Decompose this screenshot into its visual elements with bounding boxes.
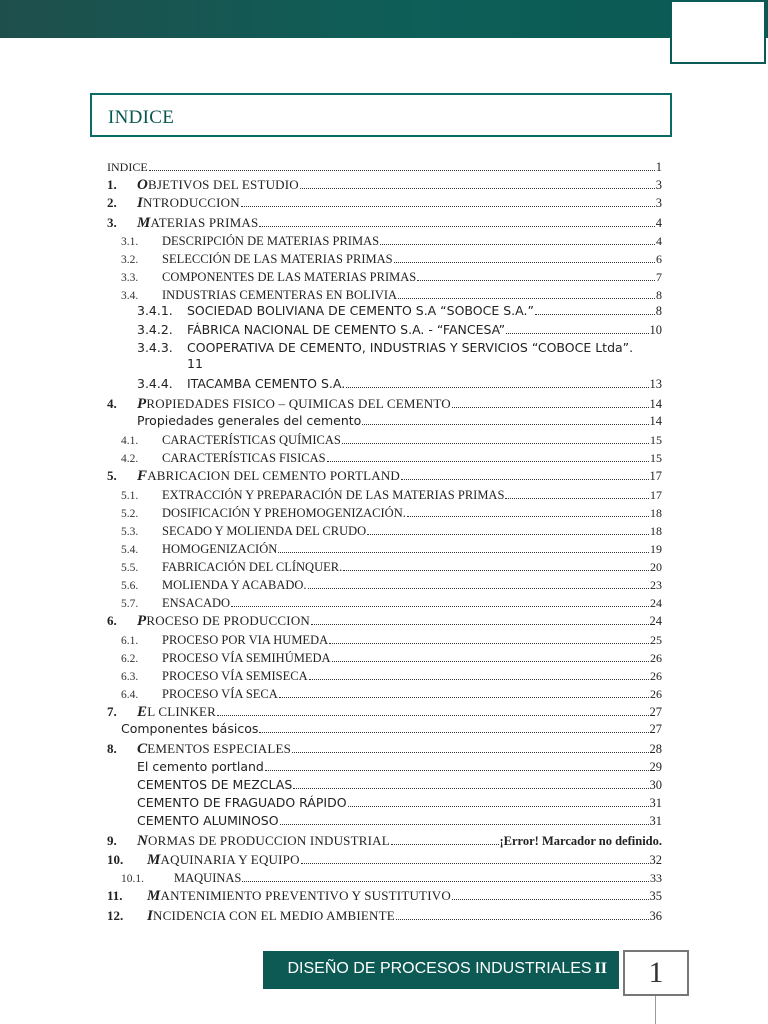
toc-row <box>137 340 662 356</box>
toc-number: 3.4. <box>121 290 139 302</box>
toc-leader-dots <box>505 487 649 499</box>
toc-number: 3.3. <box>121 272 139 284</box>
toc-row <box>107 852 662 868</box>
toc-page-number: 4 <box>656 234 662 248</box>
toc-page-number: 31 <box>649 814 662 828</box>
toc-entry-text: MAQUINAS <box>174 871 242 885</box>
toc-row <box>121 487 662 504</box>
toc-number: 9. <box>107 833 117 848</box>
toc-number: 3.4.2. <box>137 322 173 337</box>
toc-page-number: 32 <box>649 853 662 867</box>
toc-page-number: 36 <box>649 909 662 923</box>
index-title-box <box>90 93 672 137</box>
toc-entry-text: ATERIAS PRIMAS <box>150 215 259 230</box>
toc-leader-dots <box>346 376 648 388</box>
toc-row <box>107 833 662 849</box>
toc-entry-text: CEMENTO ALUMINOSO <box>137 813 279 828</box>
toc-row <box>107 908 662 924</box>
toc-row <box>137 813 662 829</box>
toc-entry-text: PROCESO VÍA SEMIHÚMEDA <box>162 651 331 665</box>
toc-entry-text: ITACAMBA CEMENTO S.A. <box>187 376 346 391</box>
toc-page-number: 10 <box>649 323 662 337</box>
toc-number: 5.2. <box>121 508 139 520</box>
toc-page-number: 11 <box>187 356 203 371</box>
toc-number: 4.2. <box>121 453 139 465</box>
toc-row <box>137 413 662 429</box>
toc-entry-title <box>187 376 345 392</box>
toc-page-number: 13 <box>649 377 662 391</box>
toc-leader-dots <box>301 852 649 864</box>
page-divider-line <box>655 996 656 1024</box>
toc-entry-text: EMENTOS ESPECIALES <box>147 741 292 756</box>
toc-number: 3. <box>107 215 117 230</box>
toc-page-number: 17 <box>649 469 662 483</box>
toc-row <box>121 870 662 887</box>
footer-roman: II <box>594 960 607 977</box>
toc-page-number: 8 <box>655 304 662 318</box>
toc-row <box>137 795 662 811</box>
toc-entry-title <box>137 704 216 720</box>
toc-entry-text: SOCIEDAD BOLIVIANA DE CEMENTO S.A “SOBOCE S.A.” <box>187 303 534 318</box>
toc-page-number: 14 <box>649 414 662 428</box>
toc-number: 6. <box>107 613 117 628</box>
toc-page-number: 17 <box>650 488 662 502</box>
toc-page-number: 25 <box>650 633 662 647</box>
toc-row <box>121 650 662 667</box>
toc-entry-title <box>137 177 299 193</box>
toc-leader-dots <box>452 888 649 900</box>
toc-number: 5.5. <box>121 562 139 574</box>
toc-entry-title <box>137 613 310 629</box>
toc-page-number: 7 <box>656 270 662 284</box>
toc-number: 3.1. <box>121 236 139 248</box>
toc-entry-text: PROCESO VÍA SEMISECA <box>162 669 308 683</box>
toc-number: 11. <box>107 888 123 903</box>
toc-drop-cap: I <box>137 195 144 211</box>
toc-entry-title <box>162 269 416 285</box>
toc-row <box>121 577 662 594</box>
toc-leader-dots <box>265 759 649 771</box>
toc-number: 5. <box>107 468 117 483</box>
toc-drop-cap: N <box>137 833 149 849</box>
toc-entry-text: EXTRACCIÓN Y PREPARACIÓN DE LAS MATERIAS PRIMAS <box>162 488 505 502</box>
toc-leader-dots <box>259 215 654 227</box>
toc-row <box>121 686 662 703</box>
toc-row <box>107 396 662 412</box>
toc-page-number: 15 <box>650 451 662 465</box>
toc-page-number: 24 <box>650 596 662 610</box>
toc-number: 6.3. <box>121 671 139 683</box>
toc-number: 5.1. <box>121 490 139 502</box>
toc-page-number: 14 <box>649 397 662 411</box>
toc-entry-text: SECADO Y MOLIENDA DEL CRUDO <box>162 524 367 538</box>
toc-drop-cap: M <box>147 888 161 904</box>
toc-row <box>121 505 662 522</box>
toc-entry-text: NTRODUCCION <box>143 195 240 210</box>
toc-row <box>121 559 662 576</box>
toc-entry-title <box>187 340 633 356</box>
toc-drop-cap: P <box>137 396 147 412</box>
toc-page-number: 29 <box>649 760 662 774</box>
toc-entry-title <box>137 741 291 757</box>
toc-entry-title <box>137 795 347 811</box>
toc-number: 10.1. <box>121 873 144 885</box>
toc-entry-title <box>107 159 148 175</box>
toc-page-number: 27 <box>649 722 662 736</box>
toc-entry-title <box>162 686 278 702</box>
toc-entry-text: SELECCIÓN DE LAS MATERIAS PRIMAS <box>162 252 393 266</box>
toc-leader-dots <box>407 505 649 517</box>
toc-drop-cap: M <box>137 215 151 231</box>
toc-row <box>121 721 662 737</box>
toc-page-number: 6 <box>656 252 662 266</box>
toc-number: 6.2. <box>121 653 139 665</box>
toc-leader-dots <box>280 813 649 825</box>
footer-title-text: DISEÑO DE PROCESOS INDUSTRIALES <box>287 960 592 977</box>
toc-row <box>121 595 662 612</box>
toc-drop-cap: E <box>137 704 148 720</box>
toc-entry-title <box>174 870 241 886</box>
toc-entry-text: CEMENTO DE FRAGUADO RÁPIDO <box>137 795 347 810</box>
toc-page-number: 18 <box>650 524 662 538</box>
toc-row <box>107 888 662 904</box>
toc-entry-title <box>137 396 451 412</box>
toc-page-number: ¡Error! Marcador no definido. <box>499 834 662 848</box>
toc-entry-title <box>137 759 264 775</box>
toc-number: 5.7. <box>121 598 139 610</box>
toc-leader-dots <box>401 468 649 480</box>
toc-page-number: 19 <box>650 542 662 556</box>
toc-leader-dots <box>309 668 649 680</box>
toc-leader-dots <box>259 721 648 733</box>
top-banner <box>0 0 768 38</box>
toc-row <box>107 704 662 720</box>
toc-number: 4. <box>107 396 117 411</box>
toc-number: 3.4.3. <box>137 340 173 355</box>
toc-row <box>121 251 662 268</box>
toc-page-number: 3 <box>655 196 662 210</box>
toc-entry-title <box>162 577 307 593</box>
toc-entry-title <box>162 487 504 503</box>
toc-leader-dots <box>535 303 655 315</box>
toc-entry-title <box>162 251 393 267</box>
toc-entry-text: CARACTERÍSTICAS QUÍMICAS <box>162 433 341 447</box>
toc-entry-title <box>162 632 328 648</box>
toc-row <box>121 233 662 250</box>
toc-row <box>137 322 662 338</box>
page-title: INDICE <box>108 107 175 128</box>
toc-entry-title <box>162 595 230 611</box>
toc-row <box>121 668 662 685</box>
toc-row <box>107 741 662 757</box>
toc-drop-cap: F <box>137 468 148 484</box>
toc-leader-dots <box>231 595 649 607</box>
toc-drop-cap: O <box>137 177 149 193</box>
toc-entry-text: CARACTERÍSTICAS FISICAS <box>162 451 326 465</box>
toc-page-number: 24 <box>649 614 662 628</box>
page-number: 1 <box>648 956 664 989</box>
toc-entry-text: PROCESO VÍA SECA <box>162 687 278 701</box>
toc-leader-dots <box>342 432 649 444</box>
toc-entry-text: Componentes básicos <box>121 721 259 736</box>
toc-entry-text: HOMOGENIZACIÓN <box>162 542 278 556</box>
toc-entry-title <box>137 413 361 429</box>
toc-entry-title <box>162 650 331 666</box>
toc-entry-title <box>162 559 342 575</box>
toc-leader-dots <box>362 413 648 425</box>
toc-number: 3.4.4. <box>137 376 173 391</box>
toc-leader-dots <box>241 195 655 207</box>
toc-entry-title <box>137 468 400 484</box>
toc-leader-dots <box>380 233 655 245</box>
toc-row <box>107 613 662 629</box>
toc-number: 2. <box>107 195 117 210</box>
toc-entry-title <box>121 721 258 737</box>
toc-entry-text: Propiedades generales del cemento <box>137 413 362 428</box>
toc-leader-dots <box>292 741 648 753</box>
toc-leader-dots <box>396 908 649 920</box>
toc-entry-text: ORMAS DE PRODUCCION INDUSTRIAL <box>148 833 390 848</box>
toc-number: 6.1. <box>121 635 139 647</box>
toc-row <box>137 759 662 775</box>
toc-row <box>121 450 662 467</box>
toc-drop-cap: C <box>137 741 148 757</box>
toc-leader-dots <box>242 870 649 882</box>
toc-leader-dots <box>348 795 649 807</box>
toc-number: 1. <box>107 177 117 192</box>
toc-number: 6.4. <box>121 689 139 701</box>
toc-entry-text: L CLINKER <box>147 704 217 719</box>
toc-page-number: 20 <box>650 560 662 574</box>
toc-number: 10. <box>107 852 124 867</box>
toc-entry-text: INDUSTRIAS CEMENTERAS EN BOLIVIA <box>162 288 398 302</box>
toc-page-number: 33 <box>650 871 662 885</box>
toc-drop-cap: I <box>147 908 154 924</box>
toc-page-number: 1 <box>655 160 662 174</box>
toc-entry-title <box>137 833 390 849</box>
toc-entry-text: FÁBRICA NACIONAL DE CEMENTO S.A. - “FANCESA” <box>187 322 506 337</box>
toc-page-number: 3 <box>655 178 662 192</box>
toc-entry-text: ROCESO DE PRODUCCION <box>146 613 311 628</box>
toc-entry-text: MOLIENDA Y ACABADO. <box>162 578 307 592</box>
toc-entry-title <box>162 523 366 539</box>
toc-number: 5.6. <box>121 580 139 592</box>
toc-entry-title <box>187 322 505 338</box>
toc-page-number: 18 <box>650 506 662 520</box>
toc-leader-dots <box>293 777 648 789</box>
toc-entry-text: PROCESO POR VIA HUMEDA <box>162 633 329 647</box>
toc-row <box>121 269 662 286</box>
toc-entry-title <box>137 777 292 793</box>
toc-number: 8. <box>107 741 117 756</box>
toc-entry-text: DESCRIPCIÓN DE MATERIAS PRIMAS <box>162 234 380 248</box>
toc-entry-title <box>162 450 326 466</box>
toc-page-number: 31 <box>649 796 662 810</box>
toc-leader-dots <box>332 650 649 662</box>
toc-entry-text: COOPERATIVA DE CEMENTO, INDUSTRIAS Y SERVICIOS “COBOCE Ltda”. <box>187 340 634 355</box>
toc-leader-dots <box>311 613 648 625</box>
toc-leader-dots <box>391 833 499 845</box>
toc-page-number: 4 <box>655 216 662 230</box>
toc-number: 5.4. <box>121 544 139 556</box>
toc-page-number: 15 <box>650 433 662 447</box>
toc-leader-dots <box>367 523 649 535</box>
toc-entry-title <box>187 303 534 319</box>
toc-entry-text: FABRICACIÓN DEL CLÍNQUER. <box>162 560 343 574</box>
toc-drop-cap: M <box>147 852 161 868</box>
toc-row <box>107 468 662 484</box>
toc-entry-text: ENSACADO <box>162 596 231 610</box>
toc-page-number: 27 <box>649 705 662 719</box>
toc-page-number: 26 <box>650 687 662 701</box>
toc-number: 12. <box>107 908 124 923</box>
toc-page-number: 26 <box>650 651 662 665</box>
toc-entry-text: ABRICACION DEL CEMENTO PORTLAND <box>147 468 400 483</box>
toc-entry-title <box>147 888 451 904</box>
toc-entry-title <box>162 432 341 448</box>
toc-entry-text: El cemento portland <box>137 759 264 774</box>
toc-number: 3.4.1. <box>137 303 173 318</box>
toc-leader-dots <box>394 251 655 263</box>
toc-row <box>137 777 662 793</box>
toc-row <box>121 432 662 449</box>
footer-title <box>287 960 607 978</box>
toc-leader-dots <box>279 686 649 698</box>
toc-leader-dots <box>308 577 649 589</box>
page-number-box <box>623 950 689 996</box>
toc-leader-dots <box>217 704 648 716</box>
toc-entry-title <box>162 541 277 557</box>
toc-row <box>107 215 662 231</box>
toc-entry-text: COMPONENTES DE LAS MATERIAS PRIMAS <box>162 270 417 284</box>
toc-number: 5.3. <box>121 526 139 538</box>
toc-leader-dots <box>398 287 655 299</box>
toc-row <box>137 376 662 392</box>
header-corner-box <box>670 0 766 64</box>
toc-entry-text: BJETIVOS DEL ESTUDIO <box>148 177 299 192</box>
toc-leader-dots <box>149 159 655 171</box>
toc-leader-dots <box>300 177 655 189</box>
toc-entry-title <box>147 852 300 868</box>
toc-entry-text: CEMENTOS DE MEZCLAS <box>137 777 293 792</box>
toc-entry-title <box>137 215 258 231</box>
toc-row <box>107 195 662 211</box>
toc-page-number: 28 <box>649 742 662 756</box>
toc-leader-dots <box>506 322 648 334</box>
toc-entry-text: DOSIFICACIÓN Y PREHOMOGENIZACIÓN. <box>162 506 406 520</box>
toc-leader-dots <box>327 450 649 462</box>
toc-entry-text: NCIDENCIA CON EL MEDIO AMBIENTE <box>153 908 395 923</box>
toc-page-number: 35 <box>649 889 662 903</box>
toc-leader-dots <box>452 396 649 408</box>
toc-entry-text: INDICE <box>107 160 148 174</box>
toc-entry-text: ROPIEDADES FISICO – QUIMICAS DEL CEMENTO <box>146 396 451 411</box>
toc-entry-title <box>162 668 308 684</box>
toc-number: 7. <box>107 704 117 719</box>
toc-row <box>137 303 662 319</box>
toc-page-number: 30 <box>649 778 662 792</box>
toc-leader-dots <box>417 269 655 281</box>
toc-page-number: 8 <box>656 288 662 302</box>
toc-entry-title <box>147 908 395 924</box>
toc-row <box>121 632 662 649</box>
toc-entry-title <box>162 233 379 249</box>
toc-leader-dots <box>329 632 649 644</box>
toc-entry-title <box>162 505 406 521</box>
toc-number: 3.2. <box>121 254 139 266</box>
toc-entry-title <box>137 813 279 829</box>
toc-number: 4.1. <box>121 435 139 447</box>
toc-page-number: 26 <box>650 669 662 683</box>
toc-entry-title <box>137 195 240 211</box>
toc-leader-dots <box>278 541 649 553</box>
toc-row <box>121 287 662 304</box>
toc-entry-text: ANTENIMIENTO PREVENTIVO Y SUSTITUTIVO <box>160 888 451 903</box>
toc-drop-cap: P <box>137 613 147 629</box>
toc-row <box>107 177 662 193</box>
toc-row <box>121 523 662 540</box>
toc-page-number: 23 <box>650 578 662 592</box>
toc-leader-dots <box>343 559 649 571</box>
footer-banner <box>263 951 619 989</box>
toc-entry-text: AQUINARIA Y EQUIPO <box>160 852 300 867</box>
toc-entry-title <box>162 287 397 303</box>
toc-row <box>107 159 662 175</box>
toc-row <box>121 541 662 558</box>
